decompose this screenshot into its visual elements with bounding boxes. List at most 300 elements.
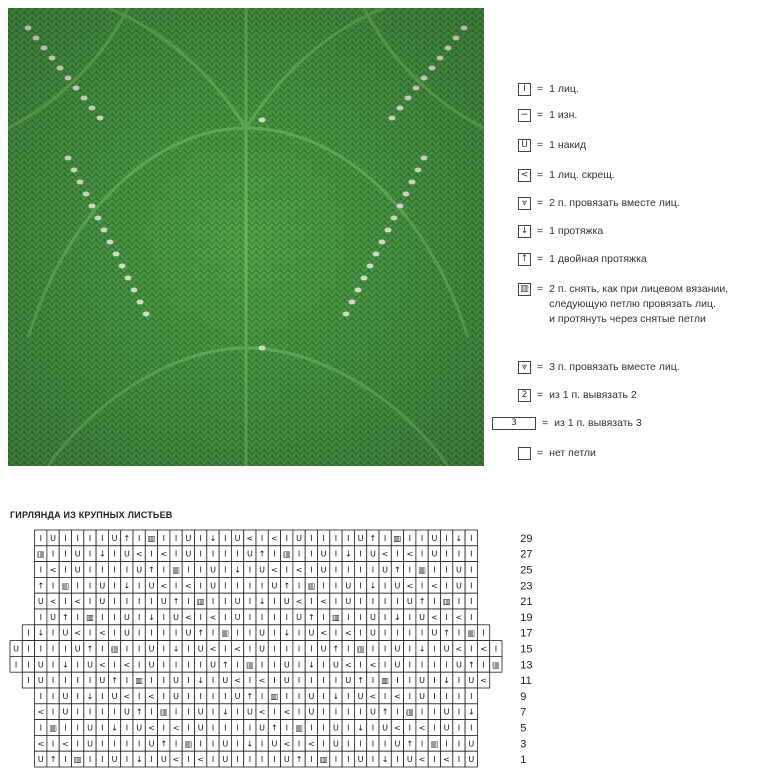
chart-cell-symbol: U [369, 707, 376, 717]
legend-description: нет петли [549, 447, 596, 459]
chart-cell-symbol: I [51, 644, 55, 654]
chart-cell-symbol: I [359, 597, 362, 607]
chart-cell-symbol: I [396, 549, 399, 559]
chart-cell-symbol: I [174, 549, 178, 559]
chart-cell-symbol: I [371, 597, 375, 607]
chart-cell-symbol: I [88, 565, 92, 575]
chart-cell-symbol: I [359, 660, 362, 670]
chart-cell-symbol: I [199, 533, 202, 543]
chart-cell-symbol: I [64, 723, 67, 733]
chart-cell-symbol: I [236, 549, 239, 559]
chart-cell-symbol: I [260, 739, 264, 749]
chart-cell-symbol: U [123, 612, 130, 622]
row-number: 1 [520, 754, 527, 767]
chart-cell-symbol: ↓ [381, 755, 389, 765]
chart-cell-symbol: I [457, 707, 461, 717]
legend-item [518, 196, 680, 211]
chart-cell-symbol: I [310, 723, 313, 733]
chart-cell-symbol: I [297, 644, 301, 654]
chart-cell-symbol: I [51, 581, 55, 591]
chart-cell-symbol: U [320, 565, 327, 575]
chart-cell-symbol: < [455, 612, 463, 622]
chart-cell-symbol: I [347, 739, 350, 749]
chart-cell-symbol: < [418, 723, 426, 733]
chart-cell-symbol: < [209, 644, 217, 654]
chart-cell-symbol: I [211, 723, 215, 733]
chart-cell-symbol: I [285, 612, 288, 622]
chart-cell-symbol: ↓ [209, 533, 217, 543]
chart-cell-symbol: < [308, 739, 315, 749]
chart-cell-symbol: U [136, 723, 143, 733]
chart-cell-symbol: < [234, 644, 241, 654]
chart-cell-symbol: ↑ [369, 533, 377, 543]
chart-cell-symbol: I [383, 691, 387, 701]
legend-symbol-icon: − [518, 109, 531, 122]
chart-cell-symbol: I [334, 565, 338, 575]
row-number: 29 [520, 532, 533, 545]
chart-cell-symbol: ▥ [295, 723, 303, 733]
chart-cell-symbol: I [285, 691, 288, 701]
chart-cell-symbol: I [113, 565, 116, 575]
chart-cell-symbol: I [334, 597, 338, 607]
chart-cell-symbol: I [236, 739, 239, 749]
legend-equals: = [537, 361, 544, 373]
chart-cell-symbol: I [445, 533, 448, 543]
chart-cell-symbol: I [248, 723, 252, 733]
chart-cell-symbol: I [162, 676, 165, 686]
chart-grid [0, 520, 560, 780]
chart-cell-symbol: I [383, 628, 387, 638]
chart-cell-symbol: I [39, 565, 42, 575]
chart-cell-symbol: ↓ [62, 660, 69, 670]
chart-cell-symbol: I [310, 676, 313, 686]
chart-cell-symbol: I [260, 612, 264, 622]
chart-cell-symbol: I [138, 644, 141, 654]
chart-cell-symbol: I [150, 628, 153, 638]
chart-cell-symbol: I [187, 565, 190, 575]
chart-cell-symbol: I [76, 533, 79, 543]
chart-cell-symbol: U [87, 660, 93, 670]
chart-cell-symbol: U [111, 533, 118, 543]
chart-cell-symbol: ↓ [197, 676, 205, 686]
chart-cell-symbol: ↑ [111, 676, 118, 686]
chart-cell-symbol: I [101, 565, 104, 575]
chart-cell-symbol: I [420, 581, 424, 591]
chart-cell-symbol: I [285, 723, 288, 733]
chart-cell-symbol: ▥ [37, 549, 45, 559]
chart-cell-symbol: ↓ [172, 644, 180, 654]
chart-cell-symbol: U [345, 676, 352, 686]
chart-cell-symbol: I [76, 660, 79, 670]
chart-cell-symbol: U [468, 739, 475, 749]
chart-cell-symbol: ▥ [110, 644, 119, 654]
chart-cells [10, 530, 502, 767]
chart-cell-symbol: ↓ [246, 739, 254, 749]
chart-cell-symbol: I [224, 581, 227, 591]
chart-cell-symbol: I [174, 581, 178, 591]
chart-cell-symbol: I [113, 612, 116, 622]
chart-cell-symbol: I [64, 644, 67, 654]
row-number: 11 [520, 675, 532, 688]
chart-cell-symbol: I [113, 597, 116, 607]
chart-cell-symbol: I [174, 533, 178, 543]
chart-cell-symbol: I [383, 581, 387, 591]
chart-cell-symbol: U [394, 581, 401, 591]
chart-cell-symbol: U [271, 581, 278, 591]
chart-cell-symbol: I [433, 755, 436, 765]
chart-cell-symbol: I [334, 581, 338, 591]
chart-cell-symbol: U [234, 691, 241, 701]
chart-cell-symbol: I [39, 533, 42, 543]
chart-cell-symbol: I [150, 676, 153, 686]
chart-cell-symbol: ↑ [258, 549, 266, 559]
legend-equals: = [537, 139, 544, 151]
chart-cell-symbol: I [248, 628, 252, 638]
chart-cell-symbol: ↓ [394, 612, 401, 622]
chart-cell-symbol: U [123, 549, 130, 559]
chart-cell-symbol: I [347, 707, 350, 717]
chart-cell-symbol: I [371, 739, 375, 749]
chart-cell-symbol: U [443, 707, 450, 717]
chart-cell-symbol: I [113, 660, 116, 670]
chart-cell-symbol: ▥ [73, 755, 82, 765]
chart-cell-symbol: U [87, 723, 93, 733]
chart-cell-symbol: I [359, 739, 362, 749]
chart-cell-symbol: I [162, 660, 165, 670]
chart-cell-symbol: U [345, 581, 352, 591]
chart-cell-symbol: U [382, 723, 389, 733]
chart-cell-symbol: U [234, 597, 241, 607]
legend-symbol-icon: ⩔ [518, 197, 531, 210]
chart-cell-symbol: U [210, 660, 216, 670]
chart-cell-symbol: I [285, 565, 288, 575]
chart-cell-symbol: U [443, 723, 450, 733]
chart-cell-symbol: I [334, 549, 338, 559]
legend-item [518, 168, 615, 183]
chart-cell-symbol: U [431, 549, 438, 559]
chart-cell-symbol: I [248, 612, 252, 622]
legend-symbol-icon: ↓ [518, 225, 531, 238]
chart-cell-symbol: ▥ [86, 612, 94, 622]
chart-cell-symbol: < [406, 549, 414, 559]
chart-cell-symbol: I [322, 533, 325, 543]
legend-equals: = [537, 109, 544, 121]
legend-symbol-icon: ▥ [518, 283, 531, 296]
row-number: 9 [520, 690, 527, 703]
chart-cell-symbol: U [283, 597, 290, 607]
row-number: 27 [520, 548, 533, 561]
chart-cell-symbol: ↑ [406, 739, 414, 749]
chart-cell-symbol: I [457, 597, 461, 607]
chart-cell-symbol: I [248, 676, 252, 686]
row-number: 13 [520, 659, 533, 672]
chart-cell-symbol: U [320, 644, 327, 654]
chart-cell-symbol: I [347, 612, 350, 622]
chart-cell-symbol: I [101, 755, 104, 765]
chart-cell-symbol: I [211, 755, 215, 765]
chart-cell-symbol: < [418, 755, 426, 765]
chart-cell-symbol: I [383, 533, 387, 543]
chart-cell-symbol: U [148, 739, 155, 749]
chart-cell-symbol: I [408, 660, 411, 670]
chart-cell-symbol: I [51, 549, 55, 559]
chart-cell-symbol: ▥ [160, 707, 168, 717]
chart-cell-symbol: I [396, 628, 399, 638]
chart-cell-symbol: I [334, 676, 338, 686]
chart-cell-symbol: I [113, 707, 116, 717]
chart-cell-symbol: I [138, 628, 141, 638]
chart-cell-symbol: U [455, 660, 462, 670]
chart-cell-symbol: U [271, 739, 278, 749]
chart-cell-symbol: U [197, 723, 204, 733]
chart-cell-symbol: U [173, 676, 180, 686]
chart-cell-symbol: U [99, 581, 106, 591]
chart-cell-symbol: < [320, 597, 327, 607]
chart-cell-symbol: I [273, 549, 276, 559]
chart-cell-symbol: < [295, 565, 303, 575]
chart-cell-symbol: U [369, 549, 376, 559]
chart-cell-symbol: ▥ [406, 707, 414, 717]
chart-cell-symbol: I [76, 691, 79, 701]
chart-cell-symbol: I [199, 549, 202, 559]
chart-cell-symbol: ▥ [246, 660, 254, 670]
chart-cell-symbol: I [187, 755, 190, 765]
chart-cell-symbol: I [470, 533, 473, 543]
chart-cell-symbol: U [148, 581, 155, 591]
chart-cell-symbol: I [211, 549, 215, 559]
chart-cell-symbol: U [87, 739, 93, 749]
chart-cell-symbol: I [224, 533, 227, 543]
chart-cell-symbol: U [259, 628, 266, 638]
chart-cell-symbol: U [37, 660, 44, 670]
chart-cell-symbol: < [320, 628, 327, 638]
chart-cell-symbol: U [62, 707, 69, 717]
chart-cell-symbol: I [310, 597, 313, 607]
chart-cell-symbol: I [433, 707, 436, 717]
chart-cell-symbol: I [88, 581, 92, 591]
chart-cell-symbol: I [297, 549, 301, 559]
chart-cell-symbol: U [320, 549, 327, 559]
legend-item [518, 82, 579, 97]
chart-cell-symbol: I [27, 676, 30, 686]
chart-cell-symbol: U [185, 549, 192, 559]
chart-cell-symbol: < [160, 581, 168, 591]
chart-cell-symbol: ↑ [467, 660, 475, 670]
chart-cell-symbol: U [419, 612, 426, 622]
chart-cell-symbol: I [39, 644, 42, 654]
legend-symbol-icon: ↑ [518, 253, 531, 266]
chart-cell-symbol: I [88, 755, 92, 765]
chart-cell-symbol: I [224, 549, 227, 559]
legend-equals: = [542, 417, 549, 429]
legend-equals: = [537, 197, 544, 209]
chart-cell-symbol: I [310, 565, 313, 575]
chart-cell-symbol: I [285, 644, 288, 654]
chart-cell-symbol: < [209, 612, 217, 622]
chart-cell-symbol: U [332, 660, 339, 670]
chart-cell-symbol: I [371, 755, 375, 765]
chart-cell-symbol: ▥ [283, 549, 291, 559]
legend-equals: = [537, 169, 544, 181]
chart-cell-symbol: I [125, 676, 129, 686]
chart-cell-symbol: I [322, 676, 325, 686]
chart-cell-symbol: < [74, 628, 82, 638]
chart-cell-symbol: I [14, 660, 18, 670]
chart-cell-symbol: I [420, 533, 424, 543]
chart-cell-symbol: I [433, 676, 436, 686]
chart-cell-symbol: < [172, 723, 180, 733]
chart-cell-symbol: < [123, 691, 131, 701]
chart-cell-symbol: ↑ [295, 755, 303, 765]
chart-cell-symbol: U [259, 723, 266, 733]
chart-cell-symbol: ↓ [332, 691, 340, 701]
chart-cell-symbol: I [125, 739, 129, 749]
chart-cell-symbol: I [39, 723, 42, 733]
chart-cell-symbol: ↓ [98, 549, 106, 559]
chart-cell-symbol: I [470, 549, 473, 559]
chart-cell-symbol: I [113, 628, 116, 638]
legend-item [518, 108, 577, 123]
chart-cell-symbol: I [260, 533, 264, 543]
chart-cell-symbol: I [64, 597, 67, 607]
chart-cell-symbol: U [468, 755, 475, 765]
chart-cell-symbol: ▥ [172, 565, 180, 575]
chart-cell-symbol: I [101, 644, 104, 654]
chart-cell-symbol: I [445, 739, 448, 749]
chart-cell-symbol: U [222, 755, 229, 765]
chart-cell-symbol: I [408, 565, 411, 575]
chart-cell-symbol: ↑ [135, 707, 143, 717]
legend-symbol-icon: < [518, 169, 531, 182]
chart-cell-symbol: I [236, 723, 239, 733]
legend-symbol-icon: ⩔ [518, 361, 531, 374]
chart-cell-symbol: I [101, 533, 104, 543]
chart-cell-symbol: I [273, 628, 276, 638]
chart-cell-symbol: U [406, 597, 413, 607]
chart-cell-symbol: ↓ [308, 660, 315, 670]
chart-cell-symbol: I [162, 723, 165, 733]
chart-cell-symbol: I [138, 533, 141, 543]
chart-cell-symbol: U [136, 565, 143, 575]
chart-cell-symbol: I [248, 755, 252, 765]
chart-cell-symbol: I [273, 612, 276, 622]
chart-cell-symbol: I [322, 707, 325, 717]
chart-cell-symbol: < [246, 533, 254, 543]
legend-description: 1 двойная протяжка [549, 253, 647, 265]
chart-cell-symbol: < [98, 660, 106, 670]
chart-cell-symbol: I [174, 707, 178, 717]
row-number: 25 [520, 564, 533, 577]
chart-cell-symbol: I [27, 660, 30, 670]
chart-cell-symbol: I [101, 739, 104, 749]
chart-cell-symbol: I [187, 597, 190, 607]
chart-cell-symbol: I [224, 691, 227, 701]
chart-cell-symbol: I [457, 739, 461, 749]
chart-cell-symbol: I [322, 691, 325, 701]
chart-cell-symbol: U [123, 628, 130, 638]
chart-cell-symbol: I [236, 755, 239, 765]
chart-cell-symbol: I [420, 707, 424, 717]
chart-cell-symbol: U [259, 565, 266, 575]
chart-cell-symbol: U [37, 755, 44, 765]
chart-cell-symbol: I [297, 628, 301, 638]
chart-cell-symbol: I [101, 707, 104, 717]
chart-cell-symbol: I [125, 644, 129, 654]
chart-cell-symbol: ↓ [37, 628, 45, 638]
chart-cell-symbol: I [457, 723, 461, 733]
chart-cell-symbol: I [27, 644, 30, 654]
chart-cell-symbol: ↓ [455, 533, 463, 543]
legend-item [518, 138, 586, 153]
chart-cell-symbol: I [359, 628, 362, 638]
chart-cell-symbol: U [246, 707, 253, 717]
chart-cell-symbol: ↑ [271, 723, 278, 733]
chart-cell-symbol: I [101, 612, 104, 622]
chart-cell-symbol: I [433, 565, 436, 575]
chart-cell-symbol: I [273, 597, 276, 607]
chart-cell-symbol: U [259, 644, 266, 654]
chart-cell-symbol: < [406, 581, 414, 591]
chart-cell-symbol: U [332, 723, 339, 733]
chart-cell-symbol: I [260, 691, 264, 701]
chart-cell-symbol: I [420, 549, 424, 559]
chart-cell-symbol: I [64, 549, 67, 559]
chart-cell-symbol: I [396, 597, 399, 607]
chart-cell-symbol: I [273, 676, 276, 686]
chart-cell-symbol: ↓ [283, 628, 291, 638]
chart-cell-symbol: I [248, 565, 252, 575]
chart-cell-symbol: ↑ [160, 739, 168, 749]
chart-cell-symbol: I [470, 597, 473, 607]
chart-cell-symbol: I [371, 723, 375, 733]
chart-cell-symbol: I [187, 707, 190, 717]
chart-cell-symbol: U [345, 597, 352, 607]
legend-item [518, 252, 647, 267]
chart-cell-symbol: ↓ [221, 707, 229, 717]
chart-cell-symbol: I [457, 691, 461, 701]
chart-cell-symbol: ↑ [357, 676, 364, 686]
chart-cell-symbol: U [394, 660, 401, 670]
chart-cell-symbol: ↑ [332, 644, 340, 654]
chart-cell-symbol: < [49, 565, 57, 575]
chart-cell-symbol: I [383, 739, 387, 749]
chart-cell-symbol: I [457, 628, 461, 638]
chart-cell-symbol: U [406, 755, 413, 765]
chart-cell-symbol: U [210, 565, 216, 575]
chart-cell-symbol: I [199, 691, 202, 701]
chart-cell-symbol: < [148, 723, 155, 733]
chart-cell-symbol: I [408, 533, 411, 543]
chart-cell-symbol: I [408, 644, 411, 654]
chart-cell-symbol: U [332, 739, 339, 749]
chart-cell-symbol: I [408, 628, 411, 638]
chart-cell-symbol: I [470, 691, 473, 701]
chart-cell-symbol: I [174, 660, 178, 670]
chart-cell-symbol: ↓ [111, 723, 118, 733]
chart-cell-symbol: ↓ [234, 565, 241, 575]
chart-cell-symbol: < [271, 565, 278, 575]
chart-cell-symbol: < [431, 581, 438, 591]
row-number: 15 [520, 643, 533, 656]
chart-cell-symbol: I [297, 739, 301, 749]
chart-cell-symbol: U [173, 691, 180, 701]
row-number: 21 [520, 596, 533, 609]
chart-cell-symbol: U [74, 565, 81, 575]
chart-cell-symbol: < [283, 707, 291, 717]
chart-cell-symbol: U [37, 676, 44, 686]
chart-cell-symbol: I [273, 755, 276, 765]
legend-description: из 1 п. вывязать 3 [554, 417, 642, 429]
